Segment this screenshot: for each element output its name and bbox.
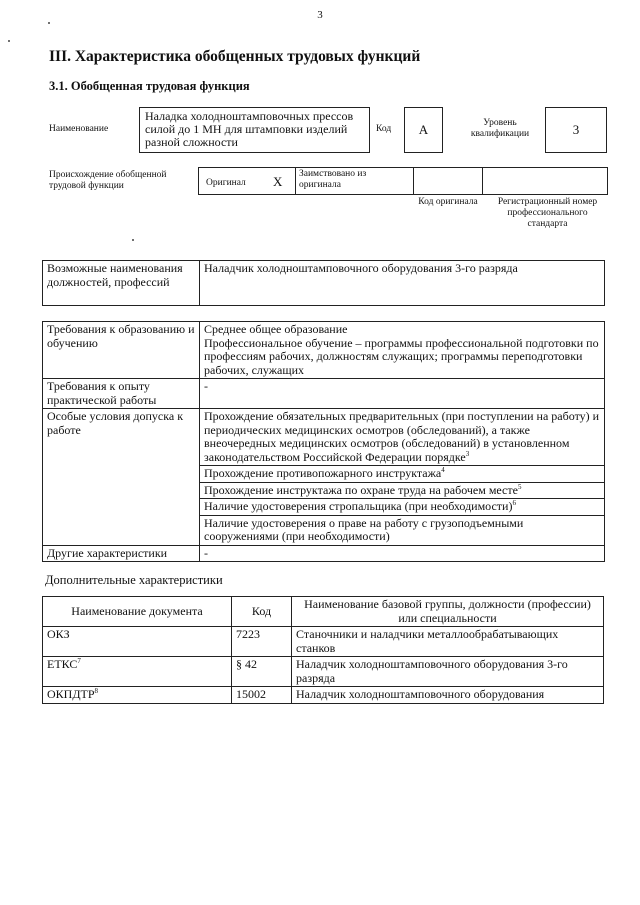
code-original-caption: Код оригинала	[418, 197, 478, 207]
condition-text: Прохождение инструктажа по охране труда на рабочем месте	[204, 482, 518, 497]
scan-speck	[48, 22, 50, 24]
borrowed-label: Заимствовано из оригинала	[299, 169, 367, 190]
name-label: Наименование	[49, 124, 109, 134]
footnote-ref: 4	[441, 466, 445, 474]
code-label: Код	[376, 124, 392, 134]
row-code: § 42	[232, 657, 292, 687]
footnote-ref: 8	[94, 687, 99, 695]
table-row	[43, 261, 605, 306]
doc-name: ОКЗ	[47, 627, 70, 641]
condition-item	[200, 466, 604, 483]
condition-item	[200, 499, 604, 516]
origin-divider	[482, 167, 483, 195]
requirements-table	[42, 321, 605, 562]
conditions-cell	[200, 409, 605, 546]
conditions-label: Особые условия допуска к работе	[43, 409, 200, 546]
experience-label: Требования к опыту практической работы	[43, 379, 200, 409]
table-row	[43, 322, 605, 379]
row-doc	[43, 657, 232, 687]
positions-value: Наладчик холодноштамповочного оборудования 3-го разряда	[200, 261, 605, 306]
additional-table	[42, 596, 604, 704]
condition-item	[200, 516, 604, 545]
function-name-box: Наладка холодноштамповочных прессов силой до 1 МН для штамповки изделий разной сложности	[139, 107, 370, 153]
row-code: 15002	[232, 687, 292, 704]
header-name: Наименование базовой группы, должности (профессии) или специальности	[292, 597, 604, 627]
positions-label: Возможные наименования должностей, профессий	[43, 261, 200, 306]
origin-divider	[295, 167, 296, 195]
row-name: Наладчик холодноштамповочного оборудования 3-го разряда	[292, 657, 604, 687]
positions-table	[42, 260, 605, 306]
education-line: Среднее общее образование	[204, 322, 348, 336]
section-title: III. Характеристика обобщенных трудовых функций	[49, 48, 421, 65]
additional-title: Дополнительные характеристики	[45, 573, 223, 587]
footnote-ref: 3	[465, 449, 470, 458]
origin-label: Происхождение обобщенной трудовой функции	[49, 170, 167, 191]
table-row	[43, 687, 604, 704]
footnote-ref: 6	[512, 499, 516, 507]
education-line: Профессиональное обучение – программы профессиональной подготовки по профессиям рабочих, должностям служащих; программы переподготовки рабочих, служащих	[204, 335, 599, 377]
level-value-box: 3	[545, 107, 607, 153]
page-number: 3	[317, 9, 323, 21]
original-label: Оригинал	[206, 178, 246, 188]
header-doc: Наименование документа	[43, 597, 232, 627]
subsection-title: 3.1. Обобщенная трудовая функция	[49, 79, 250, 93]
row-name: Наладчик холодноштамповочного оборудования	[292, 687, 604, 704]
condition-item	[200, 409, 604, 466]
footnote-ref: 7	[77, 657, 81, 665]
origin-divider	[413, 167, 414, 195]
table-row	[43, 545, 605, 562]
table-row	[43, 627, 604, 657]
scan-speck	[8, 40, 10, 42]
condition-text: Наличие удостоверения стропальщика (при необходимости)	[204, 499, 513, 513]
doc-name: ОКПДТР	[47, 687, 95, 701]
footnote-ref: 5	[517, 482, 522, 491]
row-name: Станочники и наладчики металлообрабатывающих станков	[292, 627, 604, 657]
education-label: Требования к образованию и обучению	[43, 322, 200, 379]
table-row	[43, 379, 605, 409]
condition-text: Наличие удостоверения о праве на работу с грузоподъемными сооружениями (при необходимости)	[204, 515, 524, 543]
code-value-box: А	[404, 107, 443, 153]
row-code: 7223	[232, 627, 292, 657]
condition-text: Прохождение противопожарного инструктажа	[204, 466, 442, 480]
condition-item	[200, 483, 604, 500]
level-label: Уровень квалификации	[470, 118, 530, 139]
other-label: Другие характеристики	[43, 545, 200, 562]
doc-name: ЕТКС	[47, 657, 78, 671]
other-value: -	[200, 545, 605, 562]
scan-speck	[132, 239, 134, 241]
reg-number-caption: Регистрационный номер профессионального стандарта	[497, 197, 598, 229]
table-row	[43, 657, 604, 687]
education-value	[200, 322, 605, 379]
header-code: Код	[232, 597, 292, 627]
condition-text: Прохождение обязательных предварительных (при поступлении на работу) и периодических медицинских осмотров (обследований), а также внеочередных медицинских осмотров (обследований) в установленном законодательством Российской Федерации порядке	[204, 409, 600, 464]
experience-value: -	[200, 379, 605, 409]
row-doc	[43, 627, 232, 657]
original-mark: X	[273, 174, 283, 189]
table-header-row	[43, 597, 604, 627]
table-row	[43, 409, 605, 546]
row-doc	[43, 687, 232, 704]
